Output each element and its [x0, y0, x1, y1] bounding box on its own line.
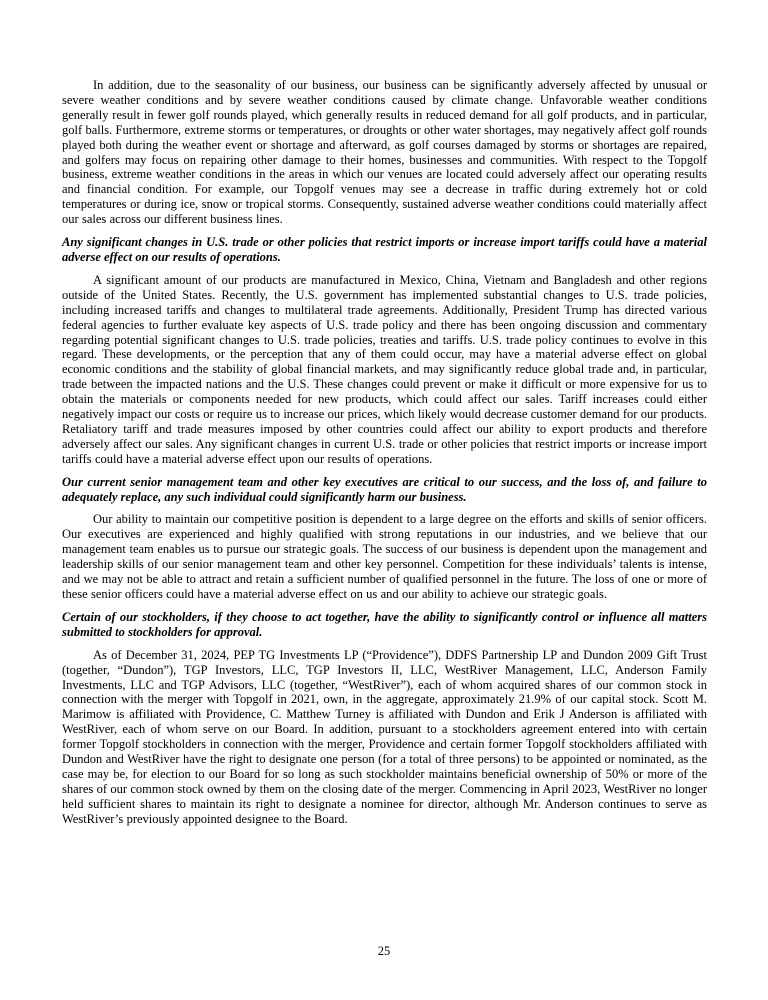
paragraph-weather-seasonality-risk: In addition, due to the seasonality of our business, our business can be significantly adversely affected by unusual or severe weather conditions and by severe weather conditions caused by climate change. Unfavorable weather conditions generally result in fewer golf rounds played, which generally results in reduced demand for all golf products, and in particular, golf balls. Furthermore, extreme storms or temperatures, or droughts or other water shortages, may negatively affect golf rounds played both during the weather event or shortage and afterward, as golf courses damaged by storms or shortages are repaired, and golfers may focus on repairing other damage to their homes, businesses and communities. With respect to the Topgolf business, extreme weather conditions in the areas in which our venues are located could adversely affect our operating results and financial condition. For example, our Topgolf venues may see a decrease in traffic during extremely hot or cold temperatures or during ice, snow or tropical storms. Consequently, sustained adverse weather conditions could materially affect our sales across our different business lines. — [62, 78, 707, 227]
document-content — [62, 78, 707, 835]
heading-trade-policy-risk: Any significant changes in U.S. trade or other policies that restrict imports or increase import tariffs could have a material adverse effect on our results of operations. — [62, 235, 707, 264]
paragraph-stockholder-control-risk: As of December 31, 2024, PEP TG Investments LP (“Providence”), DDFS Partnership LP and Dundon 2009 Gift Trust (together, “Dundon”), TGP Investors, LLC, TGP Investors II, LLC, WestRiver Management, LLC, Anderson Family Investments, LLC and TGP Advisors, LLC (together, “WestRiver”), each of whom acquired shares of our common stock in connection with the merger with Topgolf in 2021, own, in the aggregate, approximately 21.9% of our capital stock. Scott M. Marimow is affiliated with Providence, C. Matthew Turney is affiliated with Dundon and Erik J Anderson is affiliated with WestRiver, each of whom serve on our Board. In addition, pursuant to a stockholders agreement entered into with certain former Topgolf stockholders in connection with the merger, Providence and certain former Topgolf stockholders affiliated with Dundon and WestRiver have the right to designate one person (for a total of three persons) to be appointed or nominated, as the case may be, for election to our Board for so long as such stockholder maintains beneficial ownership of 50% or more of the shares of our common stock owned by them on the closing date of the merger. Commencing in April 2023, WestRiver no longer held sufficient shares to maintain its right to designate a nominee for director, although Mr. Anderson continues to serve as WestRiver’s previously appointed designee to the Board. — [62, 647, 707, 826]
paragraph-trade-policy-risk: A significant amount of our products are manufactured in Mexico, China, Vietnam and Bangladesh and other regions outside of the United States. Recently, the U.S. government has implemented substantial changes to U.S. trade policies, including increased tariffs and changes to multilateral trade agreements. Additionally, President Trump has directed various federal agencies to further evaluate key aspects of U.S. trade policy and there has been ongoing discussion and commentary regarding potential significant changes to U.S. trade policies, treaties and tariffs. U.S. trade policy continues to evolve in this regard. These developments, or the perception that any of them could occur, may have a material adverse effect on global economic conditions and the stability of global financial markets, and may significantly reduce global trade and, in particular, trade between the impacted nations and the U.S. These changes could prevent or make it difficult or more expensive for us to obtain the materials or components needed for new products, which could affect our sales. Tariff increases could either negatively impact our costs or require us to increase our prices, which likely would decrease customer demand for our products. Retaliatory tariff and trade measures imposed by other countries could affect our ability to export products and therefore adversely affect our sales. Any significant changes in current U.S. trade or other policies that restrict imports or increase import tariffs could have a material adverse effect upon our results of operations. — [62, 272, 707, 466]
page-number: 25 — [377, 944, 391, 958]
heading-stockholder-control-risk: Certain of our stockholders, if they choose to act together, have the ability to significantly control or influence all matters submitted to stockholders for approval. — [62, 609, 707, 639]
heading-key-executives-risk: Our current senior management team and other key executives are critical to our success, and the loss of, and failure to adequately replace, any such individual could significantly harm our business. — [62, 474, 707, 504]
page-footer — [0, 942, 768, 960]
paragraph-key-executives-risk: Our ability to maintain our competitive position is dependent to a large degree on the efforts and skills of senior officers. Our executives are experienced and highly qualified with strong reputations in our industries, and we believe that our management team enables us to pursue our strategic goals. The success of our business is dependent upon the management and leadership skills of our senior management team and other key personnel. Competition for these individuals’ talents is intense, and we may not be able to attract and retain a sufficient number of qualified personnel in the future. The loss of one or more of these senior officers could have a material adverse effect on us and our ability to achieve our strategic goals. — [62, 512, 707, 601]
